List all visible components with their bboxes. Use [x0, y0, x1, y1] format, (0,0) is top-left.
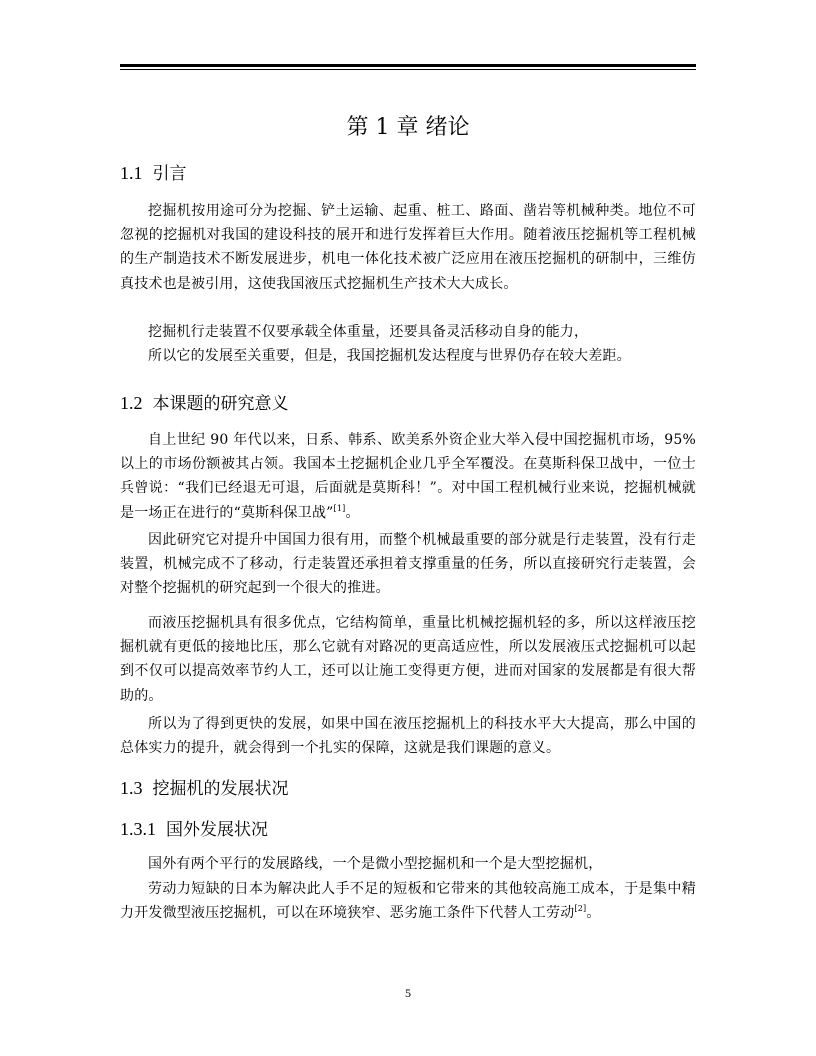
page-number: 5 [405, 986, 411, 1000]
paragraph-significance: 所以为了得到更快的发展，如果中国在液压挖掘机上的科技水平大大提高，那么中国的总体实力的提升，就会得到一个扎实的保障，这就是我们课题的意义。 [120, 716, 696, 757]
paragraph-walking-device: 挖掘机行走装置不仅要承载全体重量，还要具备灵活移动自身的能力， [148, 324, 589, 340]
section-number: 1.2 [120, 393, 143, 413]
section-number: 1.3.1 [120, 819, 156, 839]
section-number: 1.1 [120, 163, 143, 183]
citation-ref: [2] [574, 904, 587, 914]
paragraph-research-reason: 因此研究它对提升中国国力很有用，而整个机械最重要的部分就是行走装置，没有行走装置，机械完成不了移动，行走装置还承担着支撑重量的任务，所以直接研究行走装置，会对整个挖掘机的研究起到一个很大的推进。 [120, 532, 696, 597]
paragraph-market [120, 428, 696, 525]
chapter-title: 第 1 章 绪论 [346, 115, 470, 140]
section-title: 挖掘机的发展状况 [152, 779, 289, 799]
paragraph-foreign-routes: 国外有两个平行的发展路线，一个是微小型挖掘机和一个是大型挖掘机， [148, 856, 603, 872]
citation-ref: [1] [333, 503, 346, 513]
paragraph-end: 。 [345, 504, 360, 521]
paragraph-intro: 挖掘机按用途可分为挖掘、铲土运输、起重、桩工、路面、凿岩等机械种类。地位不可忽视的挖掘机对我国的建设科技的展开和进行发挥着巨大作用。随着液压挖掘机等工程机械的生产制造技术不断发展进步，机电一体化技术被广泛应用在液压挖掘机的研制中，三维仿真技术也是被引用，这使我国液压式挖掘机生产技术大大成长。 [120, 203, 696, 292]
section-title: 引言 [152, 164, 187, 184]
section-number: 1.3 [120, 778, 143, 798]
section-heading-1-2 [120, 390, 696, 417]
section-title: 国外发展状况 [166, 820, 268, 840]
section-title: 本课题的研究意义 [152, 394, 289, 414]
paragraph-hydraulic-advantages: 而液压挖掘机具有很多优点，它结构简单，重量比机械挖掘机轻的多，所以这样液压挖掘机就有更低的接地比压，那么它就有对路况的更高适应性，所以发展液压式挖掘机可以起到不仅可以提高效率节约人工，还可以让施工变得更方便，进而对国家的发展都是有很大帮助的。 [120, 615, 696, 704]
section-heading-1-3 [120, 775, 696, 802]
paragraph-development-gap: 所以它的发展至关重要，但是，我国挖掘机发达程度与世界仍存在较大差距。 [148, 348, 631, 364]
paragraph-japan [120, 877, 696, 925]
paragraph-text: 自上世纪 90 年代以来，日系、韩系、欧美系外资企业大举入侵中国挖掘机市场，95%以上的市场份额被其占领。我国本土挖掘机企业几乎全军覆没。在莫斯科保卫战中，一位士兵曾说：“我们已经退无可退，后面就是莫斯科！”。对中国工程机械行业来说，挖掘机械就是一场正在进行的“莫斯科保卫战” [120, 432, 696, 521]
header-rule-thick [120, 64, 696, 67]
section-heading-1-1 [120, 160, 696, 187]
paragraph-end: 。 [586, 905, 601, 922]
section-heading-1-3-1 [120, 816, 696, 843]
header-rule-thin [120, 69, 696, 70]
paragraph-text: 劳动力短缺的日本为解决此人手不足的短板和它带来的其他较高施工成本，于是集中精力开发微型液压挖掘机，可以在环境狭窄、恶劣施工条件下代替人工劳动 [120, 881, 696, 922]
